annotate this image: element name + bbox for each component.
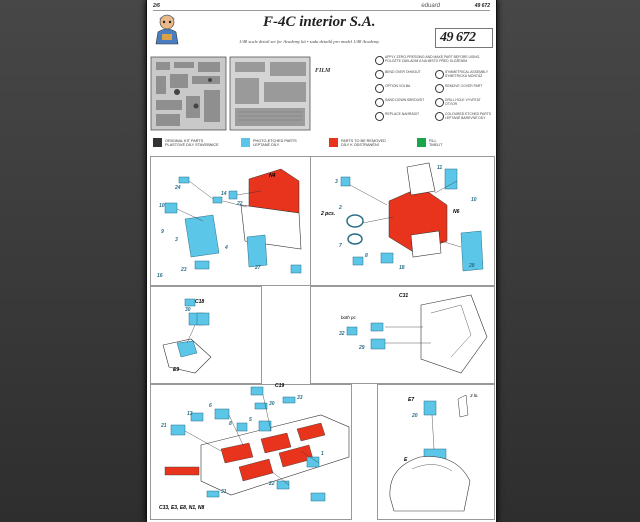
- callout: E7: [408, 397, 415, 403]
- step-5-panel: [150, 384, 352, 520]
- legend-item: OPTION VOLBA: [385, 84, 411, 88]
- drill-icon: [435, 98, 444, 107]
- step-1-panel: [150, 156, 312, 286]
- legend-item: SYMMETRICAL ASSEMBLY SYMETRICKÁ MONTÁŽ: [445, 70, 489, 78]
- key-fill: [417, 138, 487, 154]
- callout: 31: [221, 489, 227, 495]
- key-label: FILL TMELIT: [429, 139, 443, 147]
- callout: 2: [339, 205, 342, 211]
- legend-item: SAND DOWN SBROUSIT: [385, 98, 425, 102]
- callout: E9: [173, 367, 180, 373]
- callout: 3 lo.: [470, 393, 479, 398]
- callout: E: [404, 457, 408, 463]
- key-original-parts: [153, 138, 241, 154]
- callout: 14: [221, 191, 227, 197]
- legend-item: REPLACE NAHRADIT: [385, 112, 420, 116]
- step-1-diagram: [151, 157, 311, 285]
- option-icon: [375, 84, 384, 93]
- callout: 10: [159, 203, 165, 209]
- callout: 16: [157, 273, 163, 279]
- callout: C33, E3, E8, N1, N8: [159, 505, 205, 511]
- step-2-panel: [310, 156, 495, 286]
- callout: 5: [249, 417, 252, 423]
- step-3-panel: [150, 286, 262, 384]
- callout: C18: [195, 299, 205, 305]
- sand-icon: [375, 98, 384, 107]
- key-label: ORIGINAL KIT PARTS PLASTOVÉ DÍLY STAVEBNICE: [165, 139, 219, 147]
- callout: 13: [187, 411, 193, 417]
- step-6-diagram: [378, 385, 494, 519]
- key-photo-etched: [241, 138, 329, 154]
- callout: C19: [275, 383, 285, 389]
- callout: 7: [339, 243, 342, 249]
- header-rule: [153, 10, 490, 11]
- page-title: F-4C interior S.A.: [263, 14, 376, 30]
- bend-icon: [375, 70, 384, 79]
- brand-name: eduard: [421, 3, 440, 9]
- film-label: FILM: [315, 68, 331, 74]
- callout: 20: [412, 413, 418, 419]
- zero-pressing-icon: [375, 56, 384, 65]
- callout: 9: [161, 229, 164, 235]
- callout: 3: [335, 179, 338, 185]
- symbol-legend: [375, 56, 493, 136]
- step-3-diagram: [151, 287, 261, 383]
- legend-item: APPLY ZERO-PRESSING AND MAKE PART BEFORE USING, POLOŽTE ZÁKLADNÍ A NA MÍSTO PŘED SLOŽENÍM: [385, 55, 481, 63]
- legend-item: COLOURED ETCHED PARTS LEPTANÉ BAREVNÉ DÍLY: [445, 112, 492, 120]
- key-parts-removed: [329, 138, 417, 154]
- colour-etch-icon: [435, 112, 444, 121]
- mascot-logo: [154, 12, 180, 46]
- callout: 29: [359, 345, 365, 351]
- swatch-blue: [241, 138, 250, 147]
- callout: 8: [229, 421, 232, 427]
- callout: 27: [255, 265, 261, 271]
- step-6-panel: [377, 384, 495, 520]
- callout: 6: [209, 403, 212, 409]
- legend-item: REMOVE COVER PART: [445, 84, 483, 88]
- callout: 4: [225, 245, 228, 251]
- callout: 23: [181, 267, 187, 273]
- callout: 28: [469, 263, 475, 269]
- callout: 3: [175, 237, 178, 243]
- step-4-panel: [310, 286, 495, 384]
- callout: C31: [399, 293, 409, 299]
- replace-icon: [375, 112, 384, 121]
- callout: N6: [453, 209, 460, 215]
- callout: 1: [321, 451, 324, 457]
- callout: N4: [269, 173, 276, 179]
- callout: 18: [399, 265, 405, 271]
- swatch-green: [417, 138, 426, 147]
- fret-thumbnails: [150, 56, 312, 131]
- callout: 2 pcs.: [321, 211, 336, 217]
- key-label: PHOTO-ETCHED PARTS LEPTANÉ DÍLY: [253, 139, 297, 147]
- remove-icon: [435, 84, 444, 93]
- legend-item: BEND OVER OHNOUT: [385, 70, 421, 74]
- callout: 30: [269, 401, 275, 407]
- callout: 10: [471, 197, 477, 203]
- key-label: PARTS TO BE REMOVED DÍLY K ODSTRANĚNÍ: [341, 139, 386, 147]
- swatch-red: [329, 138, 338, 147]
- symmetry-icon: [435, 70, 444, 79]
- callout: 11: [437, 165, 443, 171]
- callout: both pc: [341, 315, 356, 320]
- product-code: 49 672: [440, 30, 476, 45]
- callout: 8: [365, 253, 368, 259]
- swatch-dark: [153, 138, 162, 147]
- callout: 21: [161, 423, 167, 429]
- callout: 30: [185, 307, 191, 313]
- callout: 33: [297, 395, 303, 401]
- callout: 22: [269, 481, 275, 487]
- callout: 32: [339, 331, 345, 337]
- callout: 24: [175, 185, 181, 191]
- page-number-left: 2/6: [153, 3, 160, 9]
- page-number-right: 49 672: [474, 3, 490, 9]
- callout: 22: [237, 201, 243, 207]
- instruction-page: [146, 0, 497, 522]
- page-subtitle: 1/48 scale detail set for Academy kit • sada detailů pro model 1/48 Academy: [239, 39, 380, 44]
- legend-item: DRILL HOLE VYVRTAT OTVOR: [445, 98, 481, 106]
